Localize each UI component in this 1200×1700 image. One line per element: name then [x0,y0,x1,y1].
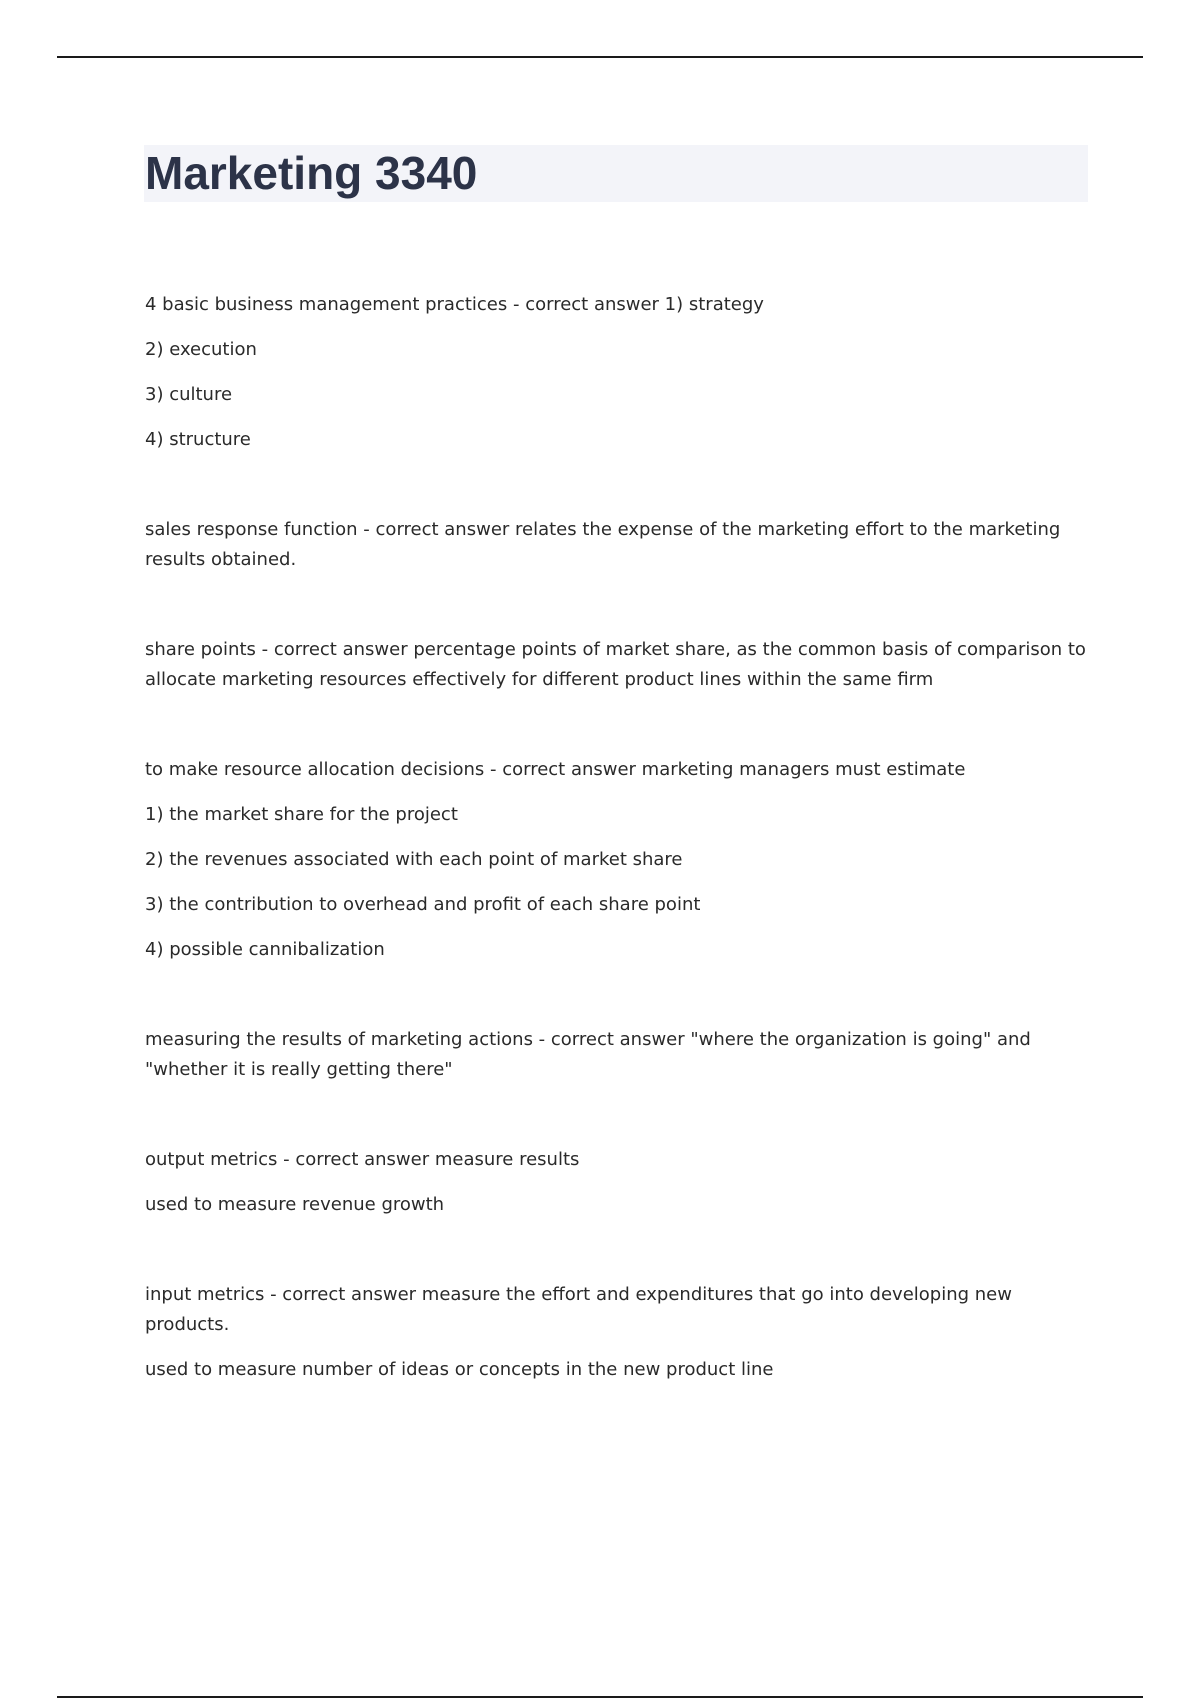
entry-line: 1) the market share for the project [145,804,458,825]
entry-line: 3) the contribution to overhead and profit of each share point [145,894,701,915]
entry-line: 2) execution [145,339,257,360]
footer-rule [57,1696,1143,1698]
qa-entry [145,1025,1095,1085]
qa-entry [145,515,1095,575]
entry-line: used to measure number of ideas or concepts in the new product line [145,1359,774,1380]
entry-line: 4) possible cannibalization [145,939,385,960]
entry-line: 4) structure [145,429,251,450]
qa-entry [145,635,1095,695]
document-body [145,290,1095,1445]
qa-entry [145,1145,1095,1220]
header-rule [57,56,1143,58]
entry-line: share points - correct answer percentage points of market share, as the common basis of comparison to allocate marketing resources effectively for different product lines within the same firm [145,639,1086,690]
entry-line: used to measure revenue growth [145,1194,445,1215]
entry-line: to make resource allocation decisions - correct answer marketing managers must estimate [145,759,966,780]
entry-line: 3) culture [145,384,233,405]
entry-line: measuring the results of marketing actions - correct answer "where the organization is going" and "whether it is really getting there" [145,1029,1031,1080]
qa-entry [145,1280,1095,1385]
qa-entry [145,290,1095,455]
entry-line: 2) the revenues associated with each point of market share [145,849,683,870]
qa-entry [145,755,1095,965]
entry-line: output metrics - correct answer measure results [145,1149,580,1170]
entry-line: sales response function - correct answer relates the expense of the marketing effort to the marketing results obtained. [145,519,1061,570]
page-title: Marketing 3340 [145,147,478,199]
entry-line: 4 basic business management practices - correct answer 1) strategy [145,294,764,315]
entry-line: input metrics - correct answer measure the effort and expenditures that go into developing new products. [145,1284,1012,1335]
